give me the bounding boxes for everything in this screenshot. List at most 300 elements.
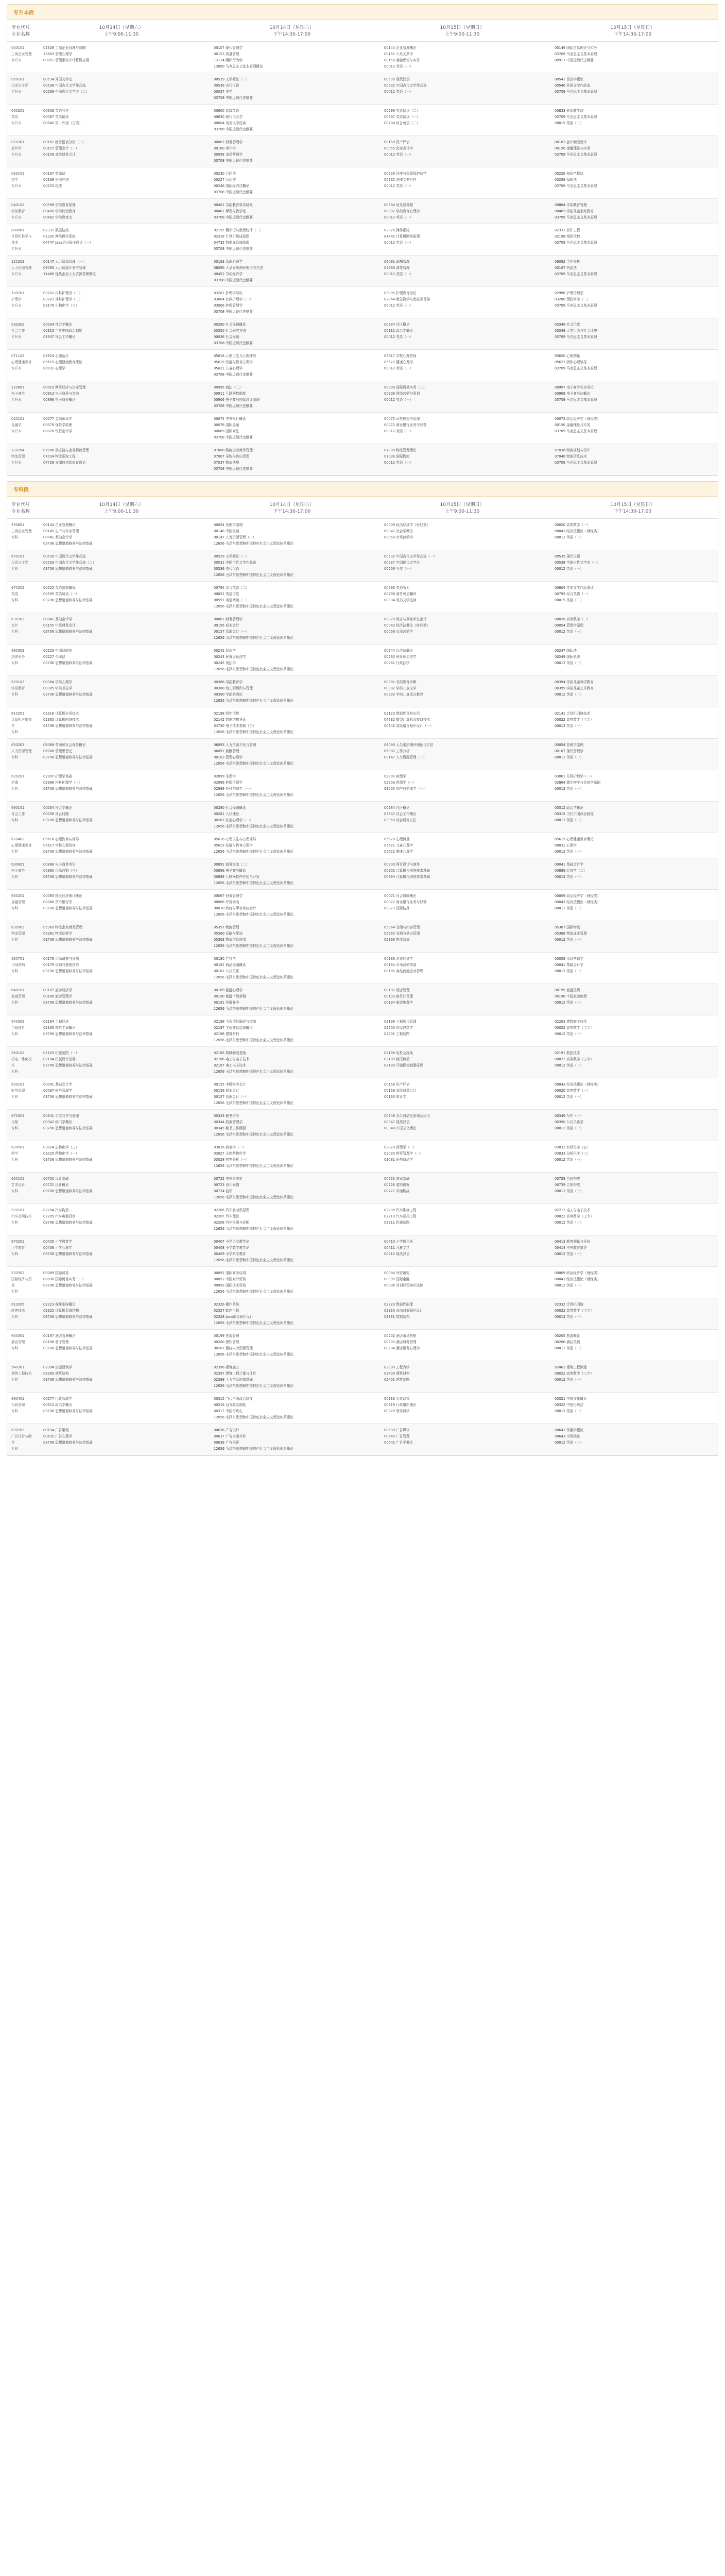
program-code: 050101 xyxy=(11,77,25,81)
course-item: 00181 商品流通概论 xyxy=(214,963,246,967)
course-item: 00452 劳动经济学 xyxy=(214,272,243,276)
exam-slot-cell xyxy=(547,224,718,255)
program-level: 专科 xyxy=(11,850,19,854)
course-item: 00467 课程与教学论 xyxy=(214,209,246,213)
course-item: 00153 质量管理 xyxy=(214,52,239,56)
exam-slot-cell xyxy=(547,519,718,550)
program-name: 汉语言文学 xyxy=(11,561,28,565)
course-item: 00107 现代管理学 xyxy=(214,46,243,50)
course-item: 03708 中国近现代史纲要 xyxy=(214,404,253,408)
course-item: 02398 土力学及地基基础 xyxy=(214,1378,253,1382)
column-header-line: 10月14日（星期六） xyxy=(269,25,314,30)
exam-slot-cell xyxy=(36,921,206,952)
course-item: 00604 英美文学作品选读 xyxy=(555,586,594,590)
exam-slot-cell xyxy=(547,1235,718,1266)
exam-slot-cell xyxy=(206,550,377,581)
course-item: 00277 行政管理学 xyxy=(43,1397,73,1401)
course-item: 03347 社会工作概论 xyxy=(43,335,76,339)
program-code: 530601 xyxy=(11,523,25,527)
table-row xyxy=(7,136,718,167)
program-name: 计算机科学与技术 xyxy=(11,234,32,245)
exam-slot-cell xyxy=(377,833,547,858)
course-item: 00051 管理系统中计算机应用 xyxy=(43,58,90,62)
course-item: 00882 学前教育心理学 xyxy=(384,209,420,213)
table-row xyxy=(7,199,718,224)
program-cell xyxy=(7,167,36,198)
course-item: 00012 英语（一） xyxy=(555,535,584,539)
table-row xyxy=(7,350,718,381)
column-header-line: 专业名称 xyxy=(11,32,30,37)
course-item: 00150 金融理论与实务 xyxy=(384,58,420,62)
program-level: 专升本 xyxy=(11,90,22,94)
course-item: 03706 思想道德修养与法律基础 xyxy=(43,598,93,602)
course-item: 00009 政治经济学（财经类） xyxy=(555,1271,601,1275)
exam-slot-cell xyxy=(377,1078,547,1109)
course-item: 00350 公共关系学 xyxy=(555,1120,584,1124)
program-name: 物流管理 xyxy=(11,931,25,936)
course-item: 03709 马克思主义基本原理 xyxy=(555,215,597,219)
course-item: 00012 英语（一） xyxy=(555,1158,584,1162)
course-item: 00158 资产评估 xyxy=(384,140,410,144)
exam-slot-cell xyxy=(36,167,206,198)
course-item: 00634 广告策划 xyxy=(43,1428,69,1432)
course-item: 00079 保险学原理 xyxy=(43,423,73,427)
course-item: 00888 电子商务英语 xyxy=(43,862,76,867)
exam-slot-cell xyxy=(547,199,718,224)
exam-slot-cell xyxy=(36,707,206,738)
course-item: 00227 公司法 xyxy=(43,655,65,659)
exam-slot-cell xyxy=(206,1235,377,1266)
program-cell xyxy=(7,413,36,444)
course-item: 00012 英语（一） xyxy=(555,938,584,942)
exam-slot-cell xyxy=(377,167,547,198)
course-item: 00728 色彩构成 xyxy=(555,1177,580,1181)
table-row xyxy=(7,953,718,984)
table-row xyxy=(7,1141,718,1173)
course-item: 05366 物流法规 xyxy=(384,938,410,942)
course-item: 02209 汽车维修工程 xyxy=(384,1208,417,1212)
course-item: 03709 马克思主义基本原理 xyxy=(555,184,597,188)
course-item: 03706 思想道德修养与法律基础 xyxy=(43,818,93,822)
course-item: 00595 英语阅读（一） xyxy=(43,592,79,596)
course-item: 00840 第二外语（日语） xyxy=(43,121,82,125)
course-item: 00191 导游业务 xyxy=(214,1001,239,1005)
table-row xyxy=(7,1330,718,1361)
course-item: 02401 建筑制图 xyxy=(384,1378,410,1382)
course-item: 00233 税法 xyxy=(43,184,62,188)
course-item: 00150 金融理论与实务 xyxy=(555,146,591,150)
program-code: 670201 xyxy=(11,1240,25,1244)
program-name: 护理学 xyxy=(11,297,22,301)
course-item: 00597 英语阅读（一） xyxy=(384,115,420,119)
course-item: 02998 内科护理学（一） xyxy=(43,781,82,785)
exam-slot-cell xyxy=(377,256,547,286)
exam-slot-cell xyxy=(377,42,547,73)
course-item: 03706 思想道德修养与法律基础 xyxy=(43,755,93,759)
course-item: 00012 英语（一） xyxy=(555,1221,584,1225)
course-item: 03709 马克思主义基本原理 xyxy=(555,303,597,308)
course-item: 03029 药理学（一） xyxy=(384,1145,417,1149)
exam-slot-cell xyxy=(206,1267,377,1298)
course-item: 00043 经济法概论（财经类） xyxy=(384,623,430,628)
exam-slot-cell xyxy=(547,707,718,738)
course-item: 00343 秘书实务 xyxy=(214,1114,239,1118)
exam-slot-cell xyxy=(206,1173,377,1204)
program-name: 社会工作 xyxy=(11,812,25,816)
program-level: 专科 xyxy=(11,969,19,973)
course-item: 00199 客房管理 xyxy=(214,1334,239,1338)
exam-slot-cell xyxy=(36,582,206,613)
course-item: 00639 广告媒体 xyxy=(384,1428,410,1432)
course-item: 03349 社会行政 xyxy=(555,323,580,327)
exam-slot-cell xyxy=(36,444,206,475)
program-level: 专科 xyxy=(11,730,19,734)
exam-slot-cell xyxy=(206,167,377,198)
program-name: 电子商务 xyxy=(11,869,25,873)
course-item: 00022 高等数学（工专） xyxy=(555,1371,594,1376)
course-item: 00909 国际贸易实务（二） xyxy=(384,385,427,389)
exam-slot-cell xyxy=(36,1110,206,1141)
exam-slot-cell xyxy=(377,318,547,349)
program-level: 专科 xyxy=(11,1070,19,1074)
course-item: 12656 毛泽东思想和中国特色社会主义理论体系概论 xyxy=(214,793,294,797)
course-item: 00889 经济学（二） xyxy=(555,869,587,873)
column-header-line: 10月14日（星期六） xyxy=(269,502,314,507)
course-item: 00393 学前儿童语言教育 xyxy=(384,692,423,697)
course-item: 00162 会计制度设计 xyxy=(555,140,587,144)
program-name: 人力资源管理 xyxy=(11,266,32,270)
exam-slot-cell xyxy=(547,550,718,581)
exam-slot-cell xyxy=(36,858,206,889)
course-item: 00147 人力资源管理（一） xyxy=(214,535,256,539)
course-item: 00012 英语（一） xyxy=(555,724,584,728)
course-item: 02207 汽车理论 xyxy=(214,1214,239,1218)
exam-slot-cell xyxy=(206,1110,377,1141)
exam-slot-cell xyxy=(377,105,547,135)
course-item: 00012 英语（一） xyxy=(555,692,584,697)
course-item: 00280 社会保障概论 xyxy=(214,323,246,327)
exam-slot-cell xyxy=(377,858,547,889)
course-item: 00243 民事诉讼法学 xyxy=(214,655,246,659)
program-code: 640101 xyxy=(11,988,25,992)
exam-slot-cell xyxy=(377,676,547,707)
exam-slot-cell xyxy=(377,921,547,952)
table-row xyxy=(7,1204,718,1235)
course-item: 00022 高等数学（工专） xyxy=(555,1026,594,1030)
course-item: 05618 心理卫生与心理辅导 xyxy=(214,354,256,358)
program-cell xyxy=(7,613,36,644)
course-item: 02141 计算机网络技术 xyxy=(555,711,591,716)
program-name: 工程造价 xyxy=(11,1026,25,1030)
course-item: 00413 教育测量与评价 xyxy=(555,1240,591,1244)
course-item: 02332 计算机网络 xyxy=(555,1302,584,1307)
program-code: 540301 xyxy=(11,1365,25,1369)
course-item: 02329 数据库原理 xyxy=(384,1302,413,1307)
program-name: 金融学 xyxy=(11,423,22,427)
course-item: 00720 设计基础 xyxy=(43,1177,69,1181)
column-header-line: 上午9:00-11:30 xyxy=(444,509,480,514)
course-item: 00398 学前教育原理 xyxy=(43,203,76,207)
course-item: 00535 现代汉语 xyxy=(555,554,580,558)
exam-slot-cell xyxy=(377,550,547,581)
exam-slot-cell xyxy=(206,833,377,858)
program-code: 100701 xyxy=(11,291,25,295)
course-item: 00161 财务报表分析（一） xyxy=(43,140,86,144)
course-item: 00831 英语语法 xyxy=(214,592,239,596)
column-header xyxy=(377,20,547,41)
course-item: 00012 英语（一） xyxy=(555,630,584,634)
course-item: 00031 心理学 xyxy=(43,366,65,370)
course-item: 12656 毛泽东思想和中国特色社会主义理论体系概论 xyxy=(214,1415,294,1419)
course-item: 00179 谈判与推销技巧 xyxy=(43,963,79,967)
course-item: 03179 生物化学（三） xyxy=(43,303,79,308)
course-item: 04741 计算机网络原理 xyxy=(384,234,420,239)
program-code: 670102 xyxy=(11,680,25,684)
program-level: 专升本 xyxy=(11,247,22,251)
course-item: 03006 护理管理学 xyxy=(214,303,243,308)
program-cell xyxy=(7,287,36,318)
course-item: 12656 毛泽东思想和中国特色社会主义理论体系概论 xyxy=(214,1384,294,1388)
course-item: 02628 工商企业管理与战略 xyxy=(43,46,86,50)
course-item: 00246 国际经济法概论 xyxy=(214,184,250,188)
course-item: 12656 毛泽东思想和中国特色社会主义理论体系概论 xyxy=(214,850,294,854)
program-level: 专科 xyxy=(11,875,19,879)
exam-slot-cell xyxy=(36,136,206,167)
course-item: 00262 法律文书写作 xyxy=(384,178,417,182)
course-item: 12656 毛泽东思想和中国特色社会主义理论体系概论 xyxy=(214,944,294,948)
exam-slot-cell xyxy=(547,105,718,135)
course-item: 00156 成本会计 xyxy=(214,623,239,628)
exam-slot-cell xyxy=(547,73,718,104)
program-code: 071102 xyxy=(11,354,25,358)
exam-slot-cell xyxy=(377,73,547,104)
course-item: 00012 英语（一） xyxy=(384,215,413,219)
exam-slot-cell xyxy=(377,199,547,224)
exam-slot-cell xyxy=(377,519,547,550)
course-item: 00506 写作（一） xyxy=(384,567,413,571)
course-item: 05620 心理测量 xyxy=(384,837,410,841)
course-item: 00900 网页设计与制作 xyxy=(384,862,420,867)
table-body xyxy=(7,519,718,1455)
exam-slot-cell xyxy=(36,1173,206,1204)
exam-slot-cell xyxy=(36,256,206,286)
table-row xyxy=(7,1424,718,1455)
program-level: 专升本 xyxy=(11,121,22,125)
exam-slot-cell xyxy=(36,613,206,644)
course-item: 00159 高级财务会计 xyxy=(384,1089,417,1093)
course-item: 03350 社会研究方法 xyxy=(214,329,246,333)
program-code: 040102 xyxy=(11,203,25,207)
table-row xyxy=(7,676,718,707)
program-name: 会计 xyxy=(11,623,19,628)
course-item: 00012 英语（一） xyxy=(555,1409,584,1413)
course-item: 02323 操作系统概论 xyxy=(43,1302,76,1307)
course-item: 00020 高等数学（一） xyxy=(555,617,591,621)
program-code: 630701 xyxy=(11,957,25,961)
course-item: 00536 古代汉语 xyxy=(214,567,239,571)
course-item: 00012 英语（一） xyxy=(384,461,413,465)
course-item: 00537 中国现代文学史 xyxy=(384,561,420,565)
course-item: 00345 秘书工作概要 xyxy=(214,1126,246,1130)
course-item: 00012 英语（一） xyxy=(384,303,413,308)
course-item: 03709 马克思主义基本原理 xyxy=(555,152,597,157)
course-item: 00394 幼儿园课程 xyxy=(384,203,413,207)
course-item: 00906 电子商务网站设计原理 xyxy=(214,398,260,402)
table-row xyxy=(7,1267,718,1298)
course-item: 03202 内科护理学（二） xyxy=(43,291,82,295)
program-cell xyxy=(7,1204,36,1235)
course-item: 00043 经济法概论（财经类） xyxy=(555,1277,601,1281)
exam-slot-cell xyxy=(206,1047,377,1078)
course-item: 02197 概率论与数理统计（二） xyxy=(214,228,263,232)
course-item: 00284 社区概论 xyxy=(384,806,410,810)
course-item: 03706 思想道德修养与法律基础 xyxy=(43,630,93,634)
program-cell xyxy=(7,1110,36,1141)
exam-slot-cell xyxy=(36,953,206,984)
program-cell xyxy=(7,1015,36,1046)
table-row xyxy=(7,582,718,613)
course-item: 03706 思想道德修养与法律基础 xyxy=(43,1409,93,1413)
exam-slot-cell xyxy=(547,1361,718,1392)
course-item: 00228 环境与资源保护法学 xyxy=(384,172,427,176)
course-item: 00043 经济法概论（财经类） xyxy=(555,529,601,533)
course-item: 02400 建筑材料 xyxy=(384,1371,410,1376)
program-level: 专科 xyxy=(11,1158,19,1162)
exam-slot-cell xyxy=(377,707,547,738)
course-item: 03709 马克思主义基本原理 xyxy=(555,398,597,402)
exam-slot-cell xyxy=(206,1361,377,1392)
exam-slot-cell xyxy=(206,1393,377,1423)
course-item: 00178 市场调查与预测 xyxy=(43,957,79,961)
exam-slot-cell xyxy=(547,444,718,475)
course-item: 03708 中国近现代史纲要 xyxy=(214,127,253,131)
program-name: 药学 xyxy=(11,1151,19,1156)
course-item: 00204 酒店服务心理学 xyxy=(384,1346,420,1350)
course-item: 02185 机械制造基础 xyxy=(214,1051,246,1055)
table-row xyxy=(7,984,718,1015)
column-header-line: 10月15日（星期日） xyxy=(440,25,485,30)
course-item: 00531 中国当代文学作品选 xyxy=(214,561,256,565)
course-item: 07037 物流法规 xyxy=(214,461,239,465)
program-cell xyxy=(7,1141,36,1172)
exam-slot-cell xyxy=(547,1424,718,1455)
exam-slot-cell xyxy=(36,224,206,255)
exam-slot-cell xyxy=(36,1015,206,1046)
course-item: 00242 民法学 xyxy=(214,649,236,653)
course-item: 00910 网络经济与企业管理 xyxy=(43,385,86,389)
exam-slot-cell xyxy=(547,318,718,349)
course-item: 00197 酒店管理概论 xyxy=(43,1334,76,1338)
course-item: 00227 公司法 xyxy=(214,178,236,182)
course-item: 05624 心理治疗 xyxy=(43,354,69,358)
column-header-line: 专业名称 xyxy=(11,509,30,514)
course-item: 02191 数控技术 xyxy=(555,1051,580,1055)
course-item: 02190 可编程控制器原理 xyxy=(384,1063,423,1067)
course-item: 03706 思想道德修养与法律基础 xyxy=(43,692,93,697)
course-item: 02120 数据库及其应用 xyxy=(384,711,420,716)
course-item: 00406 小学心理学 xyxy=(43,1246,73,1250)
course-item: 00144 企业管理概论 xyxy=(384,46,417,50)
course-item: 00349 写作（一） xyxy=(555,1114,584,1118)
course-item: 03348 人类行为与社会环境 xyxy=(555,329,597,333)
program-level: 专科 xyxy=(11,1126,19,1130)
exam-slot-cell xyxy=(377,890,547,921)
program-level: 专科 xyxy=(11,1315,19,1319)
program-cell xyxy=(7,318,36,349)
course-item: 02326 操作系统 xyxy=(384,228,410,232)
exam-slot-cell xyxy=(36,199,206,224)
program-name: 心理健康教育 xyxy=(11,360,32,364)
course-item: 00167 劳动法 xyxy=(43,172,65,176)
course-item: 00012 英语（一） xyxy=(384,366,413,370)
course-item: 02396 建筑施工 xyxy=(214,1365,239,1369)
program-cell xyxy=(7,953,36,984)
exam-slot-cell xyxy=(206,1141,377,1172)
exam-slot-cell xyxy=(377,645,547,675)
exam-slot-cell xyxy=(547,802,718,833)
course-item: 00203 酒店财务管理 xyxy=(384,1340,417,1344)
exam-slot-cell xyxy=(547,1330,718,1361)
program-code: 680401 xyxy=(11,1397,25,1401)
column-header xyxy=(36,20,206,41)
exam-slot-cell xyxy=(206,381,377,412)
course-item: 12656 毛泽东思想和中国特色社会主义理论体系概论 xyxy=(214,699,294,703)
exam-slot-cell xyxy=(547,921,718,952)
course-item: 05360 运输与配送 xyxy=(214,931,243,936)
course-item: 03706 思想道德修养与法律基础 xyxy=(43,567,93,571)
course-item: 05623 团体心理辅导 xyxy=(555,360,587,364)
course-item: 00403 学前儿童家庭教育 xyxy=(555,209,594,213)
course-item: 03024 生物化学（三） xyxy=(43,1145,79,1149)
course-item: 12656 毛泽东思想和中国特色社会主义理论体系概论 xyxy=(214,881,294,885)
course-item: 00163 管理心理学 xyxy=(214,755,243,759)
exam-slot-cell xyxy=(547,953,718,984)
course-item: 00041 基础会计学 xyxy=(555,862,584,867)
course-item: 00596 英语阅读（二） xyxy=(384,109,420,113)
exam-slot-cell xyxy=(547,984,718,1015)
course-item: 00408 小学数学教学论 xyxy=(214,1246,250,1250)
column-header-line: 上午9:00-11:30 xyxy=(444,32,480,37)
course-item: 00318 公共政策 xyxy=(384,1397,410,1401)
course-item: 00896 电子商务概论 xyxy=(43,398,76,402)
program-level: 专科 xyxy=(11,755,19,759)
course-item: 00258 保险法 xyxy=(555,178,577,182)
course-item: 00729 立体构成 xyxy=(555,1183,580,1187)
course-item: 00200 餐饮管理 xyxy=(214,1340,239,1344)
course-item: 00031 心理学 xyxy=(555,843,577,848)
exam-slot-cell xyxy=(377,1141,547,1172)
exam-slot-cell xyxy=(377,739,547,770)
course-item: 05963 绩效管理 xyxy=(384,266,410,270)
exam-slot-cell xyxy=(36,1047,206,1078)
course-item: 02189 液压传动 xyxy=(384,1057,410,1061)
course-item: 00342 高级语言程序设计（一） xyxy=(384,724,434,728)
course-item: 00058 市场营销学 xyxy=(555,957,584,961)
program-name: 计算机应用技术 xyxy=(11,718,32,728)
course-item: 03031 医药商品学 xyxy=(384,1158,413,1162)
course-item: 00312 政治学概论 xyxy=(43,1403,73,1407)
column-header xyxy=(36,497,206,518)
course-item: 02199 工程项目管理 xyxy=(384,1020,417,1024)
course-item: 02901 病理学 xyxy=(384,774,406,778)
program-cell xyxy=(7,42,36,73)
exam-slot-cell xyxy=(206,105,377,135)
column-header-line: 下午14:30-17:00 xyxy=(613,509,652,514)
course-item: 00898 互联网软件应用与开发 xyxy=(214,875,260,879)
course-item: 00414 中外教育简史 xyxy=(555,1246,587,1250)
course-item: 00538 中国古代文学作品选 xyxy=(43,83,86,88)
course-item: 00192 饭店管理 xyxy=(384,988,410,992)
